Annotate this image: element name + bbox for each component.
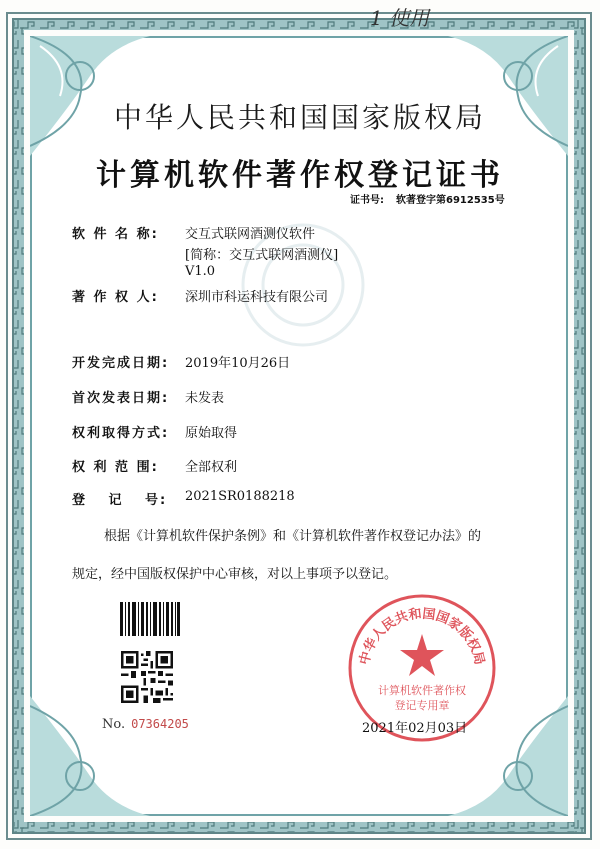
statement-line-1: 根据《计算机软件保护条例》和《计算机软件著作权登记办法》的 <box>104 529 482 544</box>
barcode-icon <box>120 602 180 636</box>
certificate-number-value: 软著登字第6912535号 <box>396 195 505 206</box>
field-label: 著 作 权 人: <box>72 290 159 305</box>
ornament-bottom-left-icon <box>30 696 150 816</box>
certificate-title: 计算机软件著作权登记证书 <box>96 158 504 193</box>
qr-code-icon <box>121 651 173 703</box>
copyright-holder-value: 深圳市科运科技有限公司 <box>185 290 329 305</box>
authority-title: 中华人民共和国国家版权局 <box>113 101 486 134</box>
acquisition-method-value: 原始取得 <box>185 426 238 441</box>
registration-number-value: 2021SR0188218 <box>185 489 295 504</box>
field-software-name <box>72 223 316 242</box>
field-acquisition-method <box>72 422 238 441</box>
completion-date-value: 2019年10月26日 <box>185 356 291 371</box>
field-label: 权 利 范 围: <box>72 460 159 475</box>
field-label: 开发完成日期: <box>72 356 170 371</box>
field-completion-date <box>72 352 291 371</box>
seal-inner-text-2: 登记专用章 <box>394 699 450 712</box>
statement-line-2: 规定，经中国版权保护中心审核，对以上事项予以登记。 <box>72 567 398 582</box>
field-registration-number <box>72 489 295 508</box>
seal-inner-text-1: 计算机软件著作权 <box>378 684 466 697</box>
issue-date: 2021年02月03日 <box>362 721 468 736</box>
field-label: 软 件 名 称: <box>72 227 159 242</box>
serial-number <box>102 717 189 732</box>
software-name-line-1: 交互式联网酒测仪软件 <box>185 227 316 242</box>
field-label: 首次发表日期: <box>72 391 170 406</box>
software-name-line-2: [简称：交互式联网酒测仪] <box>185 248 339 263</box>
handwritten-note: 1 使用 <box>370 6 430 30</box>
field-label: 权利取得方式: <box>72 426 170 441</box>
rights-scope-value: 全部权利 <box>185 460 238 475</box>
first-publication-value: 未发表 <box>185 391 225 406</box>
serial-prefix: No. <box>102 717 126 732</box>
field-label: 登 记 号: <box>72 493 168 508</box>
software-version: V1.0 <box>185 264 216 279</box>
field-copyright-holder <box>72 286 329 305</box>
field-first-publication <box>72 387 225 406</box>
serial-number-value: 07364205 <box>131 717 189 731</box>
certificate-number <box>350 191 517 206</box>
certificate-number-label: 证书号: <box>350 195 384 206</box>
seal-outer-text: 中华人民共和国国家版权局 <box>357 606 487 667</box>
field-rights-scope <box>72 456 238 475</box>
